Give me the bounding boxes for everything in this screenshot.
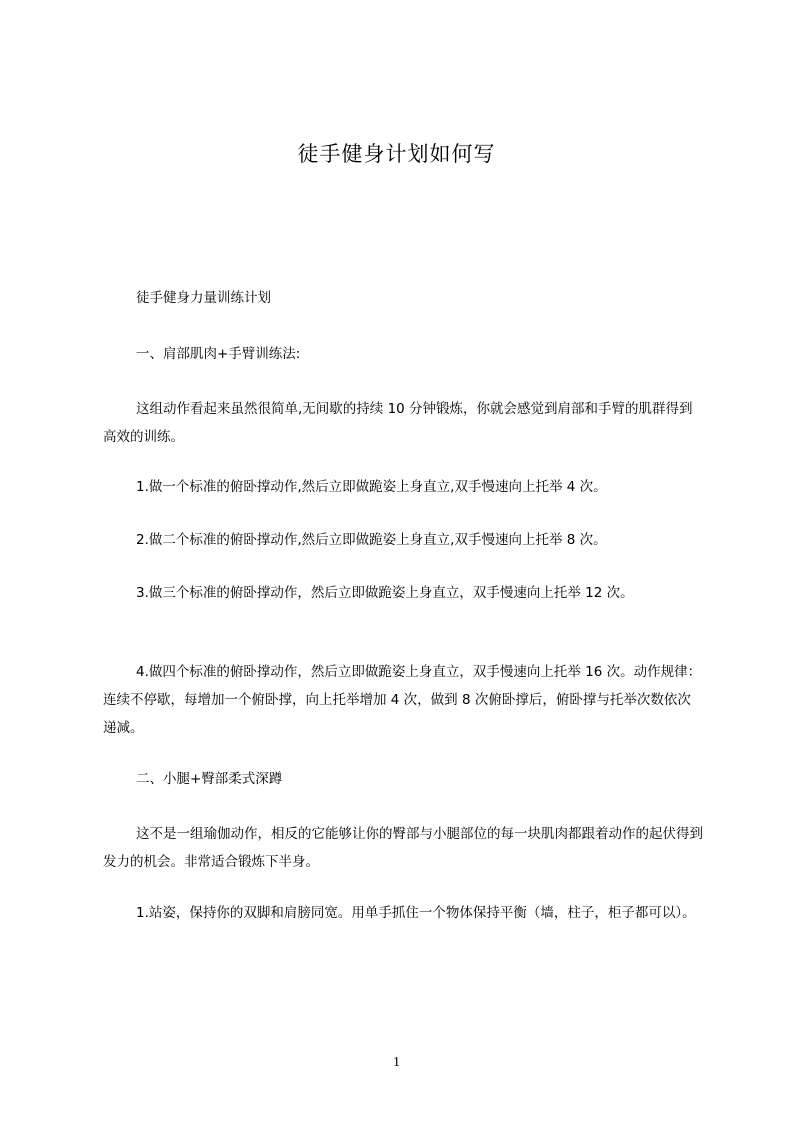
paragraph-shoulder-intro: 这组动作看起来虽然很简单,无间歇的持续 10 分钟锻炼，你就会感觉到肩部和手臂的肌群得到高效的训练。 — [103, 401, 693, 445]
list-item-step-2: 2.做二个标准的俯卧撑动作,然后立即做跪姿上身直立,双手慢速向上托举 8 次。 — [136, 532, 607, 548]
section-heading-shoulder-arm: 一、肩部肌肉+手臂训练法: — [136, 346, 301, 362]
section-heading-plan: 徒手健身力量训练计划 — [136, 290, 271, 306]
section-heading-calf-glute: 二、小腿+臀部柔式深蹲 — [136, 771, 283, 787]
list-item-step-1: 1.做一个标准的俯卧撑动作,然后立即做跪姿上身直立,双手慢速向上托举 4 次。 — [136, 479, 607, 495]
paragraph-squat-intro: 这不是一组瑜伽动作，相反的它能够让你的臀部与小腿部位的每一块肌肉都跟着动作的起伏得到发力的机会。非常适合锻炼下半身。 — [103, 826, 703, 870]
list-item-squat-step-1: 1.站姿，保持你的双脚和肩膀同宽。用单手抓住一个物体保持平衡（墙，柱子，柜子都可以）。 — [136, 905, 696, 921]
list-item-step-3: 3.做三个标准的俯卧撑动作，然后立即做跪姿上身直立，双手慢速向上托举 12 次。 — [136, 585, 634, 601]
page-number: 1 — [393, 1055, 400, 1070]
list-item-step-4: 4.做四个标准的俯卧撑动作，然后立即做跪姿上身直立，双手慢速向上托举 16 次。动作规律：连续不停歇，每增加一个俯卧撑，向上托举增加 4 次，做到 8 次俯卧撑后，俯卧撑与托举次数依次递减。 — [103, 664, 702, 736]
document-title: 徒手健身计划如何写 — [297, 142, 496, 166]
